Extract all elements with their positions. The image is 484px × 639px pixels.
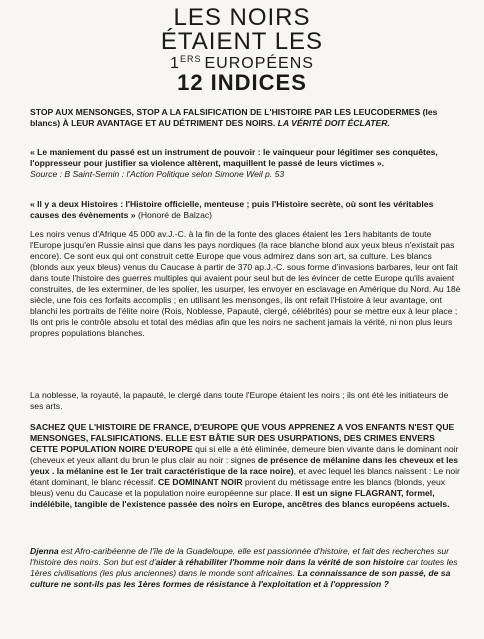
p7-question: La connaissance de son passé, de sa culture ne sont-ils pas les 1ères formes de résistance à l'exploitation et à l'oppression ? bbox=[30, 568, 451, 589]
body-paragraph-2: La noblesse, la royauté, la papauté, le clergé dans toute l'Europe étaient les noirs ; ils ont été les initiateurs de ses arts. bbox=[30, 390, 449, 411]
title-line-4: 12 INDICES bbox=[177, 70, 307, 95]
intro-text: STOP AUX MENSONGES, STOP A LA FALSIFICATION DE L'HISTOIRE PAR LES LEUCODERMES (les blancs) À LEUR AVANTAGE ET AU DÉTRIMENT DES NOIRS. bbox=[30, 107, 438, 128]
p6-text-1: qui si elle a été éliminée, demeure bien vivante dans le dominant noir (cheveux et yeux allant du brun le plus clair au noir : signes bbox=[30, 444, 459, 465]
author-name: Djenna bbox=[30, 546, 59, 556]
intro-paragraph bbox=[30, 107, 462, 129]
p6-flagrant: Il est un signe FLAGRANT, formel, indélébile, tangible de l'existence passée des noirs en Europe, ancêtres des blancs européens actuels. bbox=[30, 488, 450, 509]
p7-rehabiliter: aider à réhabiliter l'homme noir dans la vérité de son histoire bbox=[155, 557, 405, 567]
title-line-3-rest: EUROPÉENS bbox=[204, 55, 314, 72]
quote-2-author: (Honoré de Balzac) bbox=[135, 210, 213, 220]
title-line-1: LES NOIRS bbox=[173, 4, 311, 31]
title-line-3-num: 1 bbox=[170, 55, 180, 72]
p6-melanine: de présence de mélanine dans les cheveux et les yeux . la mélanine est le 1er trait caractéristique de la race noire) bbox=[30, 455, 459, 476]
body-paragraph-3 bbox=[30, 422, 462, 510]
title-line-2: ÉTAIENT LES bbox=[160, 28, 324, 55]
title-line-3-sup: ERS bbox=[179, 54, 202, 64]
p7-text-1: est Afro-caribéenne de l'île de la Guadeloupe, elle est passionnée d'histoire, et fait des recherches sur l'histoire des noirs. Son but est d' bbox=[30, 546, 450, 567]
p6-caps: SACHEZ QUE L'HISTOIRE DE FRANCE, D'EUROPE QUE VOUS APPRENEZ A VOS ENFANTS N'EST QUE MENSONGES, FALSIFICATIONS. ELLE EST BÂTIE SUR DES USURPATIONS, DES CRIMES ENVERS CETTE POPULATION NOIRE D'EUROPE bbox=[30, 422, 455, 454]
author-paragraph bbox=[30, 546, 462, 590]
quote-2-text: « Il y a deux Histoires : l'Histoire officielle, menteuse ; puis l'Histoire secrète, où sont les véritables causes des évènements » bbox=[30, 199, 434, 220]
quote-1-text: « Le maniement du passé est un instrument de pouvoir : le vainqueur pour légitimer ses conquêtes, l'oppresseur pour justifier sa violence altèrent, maquillent le passé de leurs victimes ». bbox=[30, 147, 438, 168]
intro-truth-text: LA VÉRITÉ DOIT ÉCLATER. bbox=[277, 118, 390, 128]
p6-text-3: provient du métissage entre les blancs (blonds, yeux bleus) venu du Caucase et la population noire européenne sur place. bbox=[30, 477, 446, 498]
body-paragraph-1: Les noirs venus d'Afrique 45 000 av.J.-C. à la fin de la fonte des glaces étaient les 1ers habitants de toute l'Europe jusqu'en Russie ainsi que dans les pays nordiques (la race blanche blond aux yeux bleus n'existait pas encore). Ce sont eux qui ont construit cette Europe que vous admirez dans son art, sa culture. Les blancs (blonds aux yeux bleus) venus du Caucase à partir de 370 ap.J.-C. sous forme d'invasions barbares, leur ont fait dans toute l'histoire des guerres multiples qui avaient pour seul but de les évincer de cette Europe qu'ils avaient construites, de les exterminer, de les spolier, les usurper, les envoyer en esclavage en Amérique du Nord. Au 18è siècle, une fois ces forfaits accomplis ; en utilisant les mensonges, ils ont refait l'Histoire à leur avantage, ont blanchi les portraits de l'élite noire (Rois, Noblesse, Papauté, clergé, célébrités) pour se mettre eux à leur place ; Ils ont pris le contrôle absolu et total des médias afin que les noirs ne sachent jamais la vérité, ni non plus leurs propres populations blanches. bbox=[30, 229, 461, 338]
p7-text-2: car toutes les 1ères civilisations (les plus anciennes) dans le monde sont africaines. bbox=[30, 557, 458, 578]
p6-dominant: CE DOMINANT NOIR bbox=[158, 477, 243, 487]
quote-1-source: Source : B Saint-Semin : l'Action Politique selon Simone Weil p. 53 bbox=[30, 169, 285, 179]
quote-paragraph-1 bbox=[30, 147, 462, 180]
p6-text-2: , et avec lequel les blancs naissent : Le noir étant dominant, le blanc récessif. bbox=[30, 466, 460, 487]
quote-paragraph-2 bbox=[30, 199, 462, 221]
